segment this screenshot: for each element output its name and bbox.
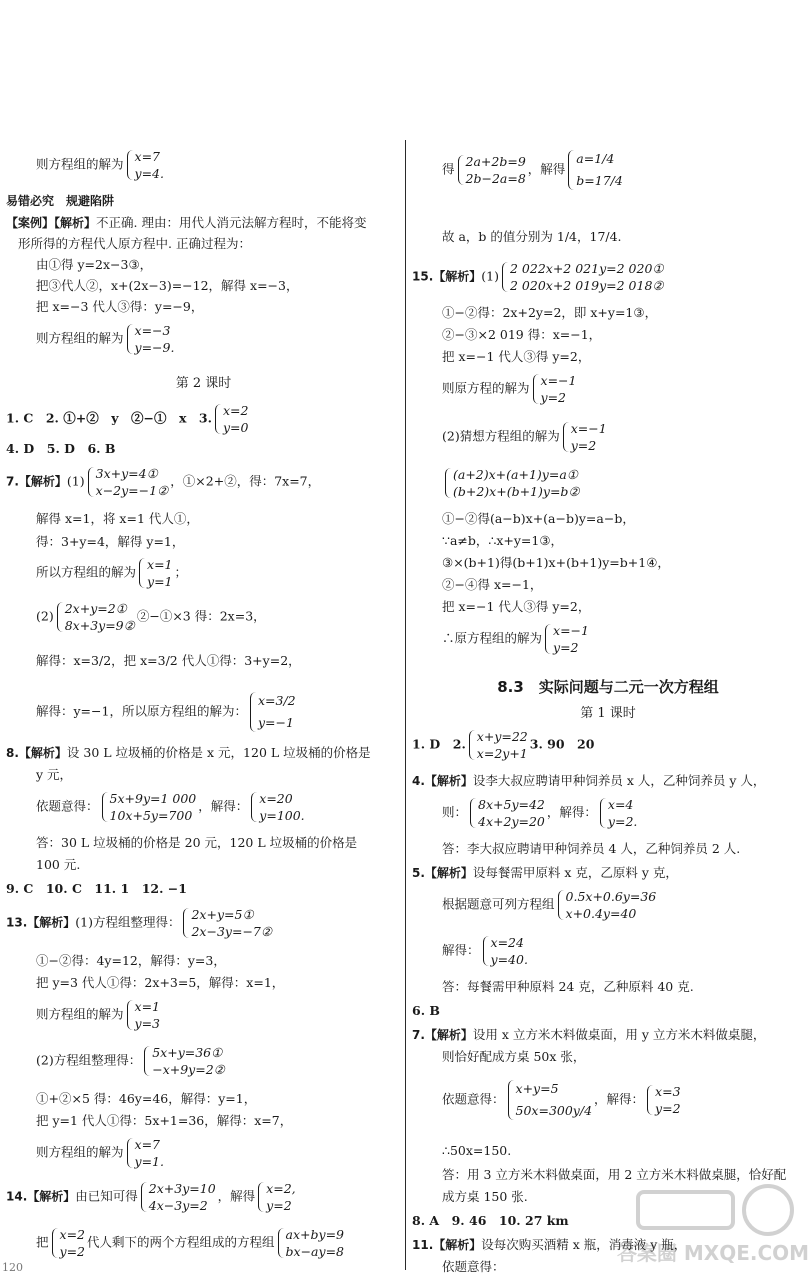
line: ②−③×2 019 得：x=−1， (442, 327, 602, 342)
equation-system: 5x+y=36① −x+9y=2② (143, 1044, 225, 1078)
equation-system: ax+by=9 bx−ay=8 (277, 1226, 344, 1260)
line: 根据题意可列方程组 0.5x+0.6y=36 x+0.4y=40 (442, 889, 657, 921)
line: 形所得的方程代人原方程中. 正确过程为： (18, 236, 251, 251)
equation-system: x=−3 y=−9. (126, 322, 175, 356)
line (442, 466, 582, 500)
line: 故 a，b 的值分别为 1/4，17/4. (442, 229, 622, 244)
equation-system: x=3/2 y=−1 (249, 690, 296, 734)
line: 11.【解析】设每次购买酒精 x 瓶，消毒液 y 瓶， (412, 1237, 687, 1252)
equation-system: x=4 y=2. (599, 796, 637, 830)
line: 答：每餐需甲种原料 24 克，乙种原料 40 克. (442, 979, 694, 994)
equation-system: a=1/4 b=17/4 (567, 148, 623, 192)
watermark-text: 答案圈 MXQE.COM (616, 1241, 810, 1265)
line: 4. D 5. D 6. B (6, 441, 116, 456)
line: 依题意得： 5x+9y=1 000 10x+5y=700 ，解得： x=20 y=100. (36, 791, 305, 823)
line: ∵a≠b，∴x+y=1③， (442, 533, 564, 548)
equation-system: x=20 y=100. (250, 790, 304, 824)
page-number: 120 (2, 1261, 23, 1274)
line: 5.【解析】设每餐需甲原料 x 克，乙原料 y 克， (412, 865, 678, 880)
line: 则恰好配成方桌 50x 张， (442, 1049, 586, 1064)
line: ①−②得：4y=12，解得：y=3， (36, 953, 226, 968)
equation-system: x=−1 y=2 (562, 420, 607, 454)
line: 6. B (412, 1003, 440, 1018)
equation-system: x=3 y=2 (646, 1083, 681, 1117)
line: (2) 2x+y=2① 8x+3y=9② ②−①×3 得：2x=3， (36, 601, 266, 633)
equation-system: 2x+y=5① 2x−3y=−7② (182, 906, 272, 940)
lesson-heading: 第 2 课时 (175, 376, 232, 391)
column-divider (405, 140, 406, 1270)
line: 13.【解析】(1)方程组整理得： 2x+y=5① 2x−3y=−7② (6, 907, 273, 939)
line: 8.【解析】设 30 L 垃圾桶的价格是 x 元，120 L 垃圾桶的价格是 (6, 745, 371, 760)
equation-system: 2a+2b=9 2b−2a=8 (457, 153, 526, 187)
equation-system: x=2 y=0 (214, 402, 249, 436)
line: 100 元. (36, 857, 81, 872)
line: 解得 x=1，将 x=1 代人①， (36, 511, 199, 526)
line: 依题意得： (442, 1259, 505, 1274)
line: 1. C 2. ①+② y ②−① x 3. x=2 y=0 (6, 403, 249, 435)
equation-system: x=7 y=4. (126, 148, 164, 182)
equation-system: x=24 y=40. (482, 934, 528, 968)
equation-system: (a+2)x+(a+1)y=a① (b+2)x+(b+1)y=b② (444, 466, 580, 500)
line: 所以方程组的解为 x=1 y=1 ； (36, 557, 188, 589)
section-heading: 易错必究 规避陷阱 (6, 194, 115, 208)
equation-system: 2x+y=2① 8x+3y=9② (56, 600, 135, 634)
line: 4.【解析】设李大叔应聘请甲种饲养员 x 人，乙种饲养员 y 人， (412, 773, 766, 788)
line: 由①得 y=2x−3③， (36, 257, 153, 272)
line: 【案例】【解析】不正确. 理由：用代人消元法解方程时，不能将变 (6, 215, 367, 230)
line: 则方程组的解为 x=1 y=3 (36, 999, 161, 1031)
line: ∴原方程组的解为 x=−1 y=2 (442, 623, 589, 655)
line: 解得： x=24 y=40. (442, 935, 528, 967)
line: 则方程组的解为 x=7 y=4. (36, 149, 164, 181)
line: 成方桌 150 张. (442, 1189, 528, 1204)
equation-system: x=−1 y=2 (544, 622, 589, 656)
line: 得 2a+2b=9 2b−2a=8 ，解得 a=1/4 b=17/4 (442, 148, 625, 192)
line: 7.【解析】设用 x 立方米木料做桌面，用 y 立方米木料做桌腿， (412, 1027, 766, 1042)
line: ③×(b+1)得(b+1)x+(b+1)y=b+1④， (442, 555, 670, 570)
line: y 元， (36, 767, 73, 782)
line: 1. D 2. x+y=22 x=2y+1 3. 90 20 (412, 729, 595, 761)
line: 则方程组的解为 x=7 y=1. (36, 1137, 164, 1169)
line: 把 x=−1 代人③得 y=2， (442, 599, 591, 614)
line: (2)猜想方程组的解为 x=−1 y=2 (442, 421, 607, 453)
line: ∴50x=150. (442, 1143, 512, 1158)
equation-system: 3x+y=4① x−2y=−1② (87, 465, 169, 499)
section-title: 8.3 实际问题与二元一次方程组 (497, 678, 719, 696)
equation-system: 2 022x+2 021y=2 020① 2 020x+2 019y=2 018② (501, 260, 664, 294)
equation-system: x=−1 y=2 (532, 372, 577, 406)
line: 答：用 3 立方米木料做桌面，用 2 立方米木料做桌腿，恰好配 (442, 1167, 787, 1182)
line: 把③代人②，x+(2x−3)=−12，解得 x=−3， (36, 278, 299, 293)
equation-system: 5x+9y=1 000 10x+5y=700 (101, 790, 197, 824)
equation-system: x=1 y=1 (138, 556, 173, 590)
line: 15.【解析】(1) 2 022x+2 021y=2 020① 2 020x+2 019y=2 018② (412, 261, 664, 293)
line: ①+②×5 得：46y=46，解得：y=1， (36, 1091, 257, 1106)
equation-system: x=7 y=1. (126, 1136, 164, 1170)
line: 把 x=−1 代人③得 y=2， (442, 349, 591, 364)
line: 解得：x=3/2，把 x=3/2 代人①得：3+y=2， (36, 653, 301, 668)
line: 7.【解析】(1) 3x+y=4① x−2y=−1② ，①×2+②，得：7x=7， (6, 466, 321, 498)
line: 把 y=3 代人①得：2x+3=5，解得：x=1， (36, 975, 285, 990)
line: (2)方程组整理得： 5x+y=36① −x+9y=2② (36, 1045, 225, 1077)
line: ①−②得：2x+2y=2，即 x+y=1③， (442, 305, 658, 320)
line: 则原方程的解为 x=−1 y=2 (442, 373, 577, 405)
line: 解得：y=−1，所以原方程组的解为： x=3/2 y=−1 (36, 690, 298, 734)
line: 答：李大叔应聘请甲种饲养员 4 人，乙种饲养员 2 人. (442, 841, 741, 856)
lesson-heading: 第 1 课时 (580, 706, 636, 721)
line: 把 y=1 代人①得：5x+1=36，解得：x=7， (36, 1113, 293, 1128)
line: 答：30 L 垃圾桶的价格是 20 元，120 L 垃圾桶的价格是 (36, 835, 358, 850)
line: 则方程组的解为 x=−3 y=−9. (36, 323, 175, 355)
equation-system: 8x+5y=42 4x+2y=20 (469, 796, 545, 830)
line: 得：3+y=4，解得 y=1， (36, 534, 185, 549)
line: ①−②得(a−b)x+(a−b)y=a−b， (442, 511, 635, 526)
line: 14.【解析】由已知可得 2x+3y=10 4x−3y=2 ，解得 x=2, y=2 (6, 1181, 296, 1213)
equation-system: 2x+3y=10 4x−3y=2 (140, 1180, 216, 1214)
equation-system: x=1 y=3 (126, 998, 161, 1032)
line: 8. A 9. 46 10. 27 km (412, 1213, 569, 1228)
line: 把 x=2 y=2 代人剩下的两个方程组成的方程组 ax+by=9 bx−ay=8 (36, 1227, 344, 1259)
equation-system: 0.5x+0.6y=36 x+0.4y=40 (557, 888, 657, 922)
line: 把 x=−3 代人③得：y=−9， (36, 299, 204, 314)
line: ②−④得 x=−1， (442, 577, 543, 592)
equation-system: x+y=22 x=2y+1 (468, 728, 528, 762)
equation-system: x=2, y=2 (257, 1180, 295, 1214)
equation-system: x+y=5 50x=300y/4 (507, 1078, 593, 1122)
equation-system: x=2 y=2 (51, 1226, 86, 1260)
line: 依题意得： x+y=5 50x=300y/4 ，解得： x=3 y=2 (442, 1078, 683, 1122)
line: 则： 8x+5y=42 4x+2y=20 ，解得： x=4 y=2. (442, 797, 638, 829)
line: 9. C 10. C 11. 1 12. −1 (6, 881, 187, 896)
watermark-logo-icon (616, 1180, 810, 1270)
